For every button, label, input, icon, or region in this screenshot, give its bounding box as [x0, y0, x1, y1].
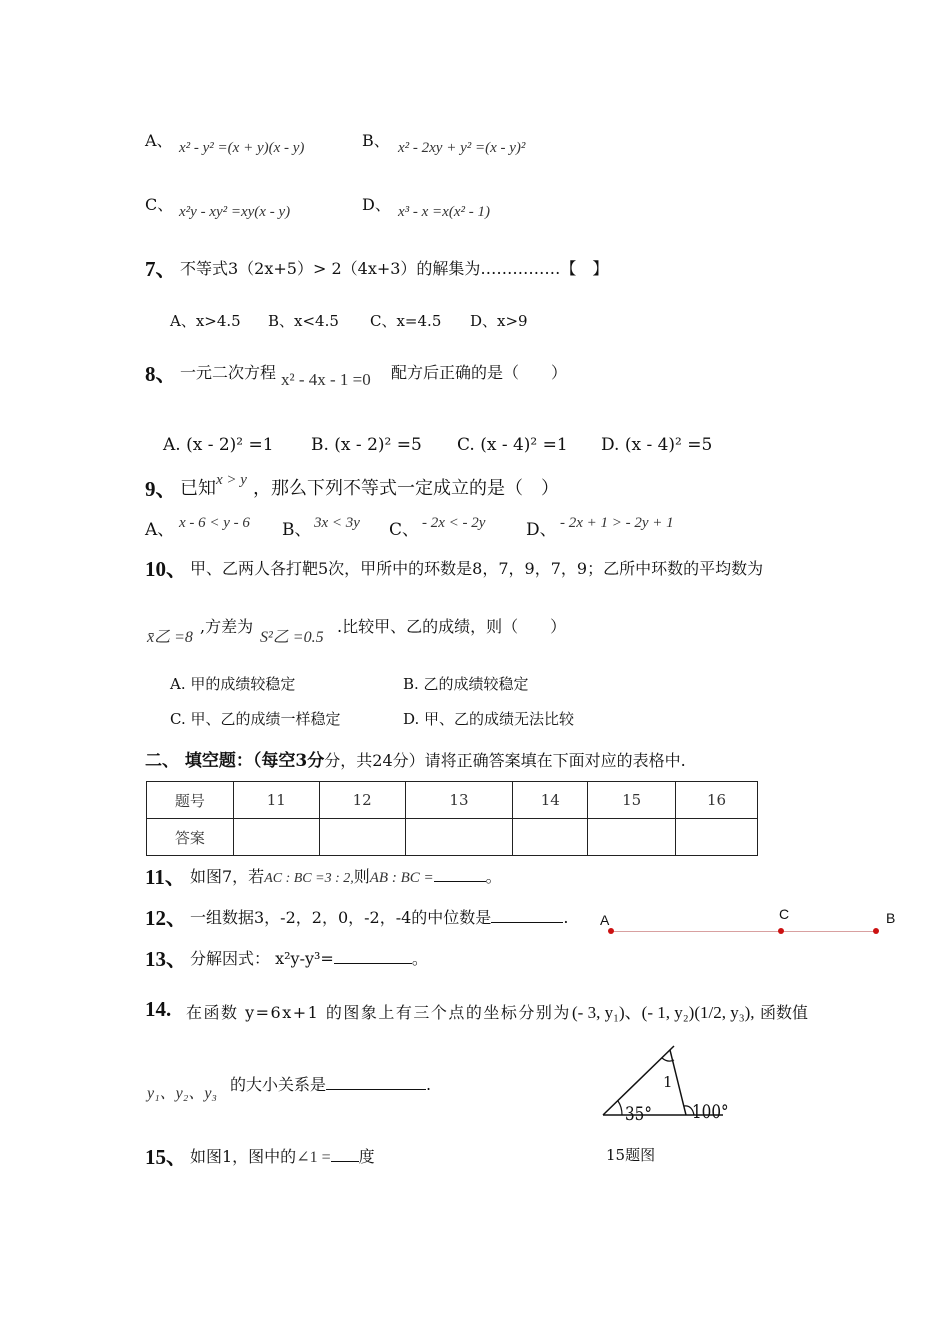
q11-text-pre: 如图7，若: [190, 867, 265, 886]
q11-text: [190, 864, 502, 887]
q7-option-d: D、x>9: [470, 312, 528, 330]
q15-angle-expression: ∠1 =: [296, 1149, 331, 1166]
q9-option-b-label: B、: [282, 520, 312, 540]
q12-text: 一组数据3，-2，2，0，-2，-4的中位数是: [190, 908, 492, 927]
answer-table-header-row: [147, 782, 758, 819]
q10-option-a: A. 甲的成绩较稳定: [170, 675, 296, 693]
q14-text-post: 函数值: [760, 1003, 809, 1022]
q10-variance-pre: ,方差为: [200, 617, 254, 636]
q6-option-b-label: B、: [362, 131, 390, 150]
q11-text-post: 。: [485, 867, 502, 886]
answer-cell-16[interactable]: [676, 819, 758, 856]
q7-option-a: A、x>4.5: [170, 312, 241, 330]
q6-option-a-expression: x² - y² =(x + y)(x - y): [179, 140, 305, 156]
answer-table-answer-row: [147, 819, 758, 856]
angle-35-arc: [618, 1101, 622, 1115]
answer-cell-15[interactable]: [588, 819, 676, 856]
q8-text-post: 配方后正确的是（ ）: [391, 363, 568, 382]
q9-option-c-label: C、: [389, 520, 420, 540]
q12-text-post: .: [563, 908, 569, 927]
q7-option-c: C、x=4.5: [370, 312, 442, 330]
point-a-label: A: [600, 912, 610, 928]
q6-option-d-expression: x³ - x =x(x² - 1): [398, 204, 490, 220]
q14-answer-blank[interactable]: [326, 1075, 426, 1090]
q7-option-b: B、x<4.5: [268, 312, 339, 330]
q10-number: 10、: [145, 557, 187, 581]
section-2-heading: [145, 746, 686, 771]
q15-text-pre: 如图1，图中的: [190, 1147, 297, 1166]
q14-line2: [230, 1072, 431, 1095]
q14-points: (- 3, y₁)、(- 1, y₂)(1/2, y₃),: [572, 1003, 755, 1022]
question-number-cell: 12: [319, 782, 405, 819]
question-number-cell: 15: [588, 782, 676, 819]
q10-option-c: C. 甲、乙的成绩一样稳定: [170, 710, 341, 728]
q10-text-post: .比较甲、乙的成绩，则（ ）: [337, 617, 567, 636]
section-2-note: 分，共24分）请将正确答案填在下面对应的表格中.: [324, 751, 686, 770]
point-a: [608, 928, 614, 934]
question-number-cell: 14: [513, 782, 588, 819]
q9-option-a-label: A、: [145, 520, 175, 540]
q11-text-mid: 则: [353, 867, 370, 886]
q10-option-b: B. 乙的成绩较稳定: [403, 675, 529, 693]
q14-text2-post: .: [426, 1075, 432, 1094]
q7-number: 7、: [145, 257, 177, 281]
q15-number: 15、: [145, 1145, 187, 1169]
point-c: [778, 928, 784, 934]
q11-question-ratio: AB : BC =: [369, 870, 434, 886]
answer-label: 答案: [147, 819, 234, 856]
q15-text-line: [190, 1144, 375, 1167]
q15-text-post: 度: [358, 1147, 375, 1166]
question-number-cell: 16: [676, 782, 758, 819]
point-c-label: C: [779, 906, 790, 922]
q8-option-c: C. (x - 4)² =1: [457, 435, 568, 455]
q9-option-a-expression: x - 6 < y - 6: [179, 515, 250, 531]
q11-ratio: AC : BC =3 : 2,: [264, 871, 354, 886]
answer-table: [146, 781, 758, 856]
answer-cell-11[interactable]: [233, 819, 319, 856]
answer-cell-13[interactable]: [405, 819, 513, 856]
q6-option-d-label: D、: [362, 195, 391, 214]
q9-option-d-expression: - 2x + 1 > - 2y + 1: [560, 515, 674, 531]
point-b-label: B: [886, 910, 896, 926]
point-b: [873, 928, 879, 934]
q6-option-c-label: C、: [145, 195, 174, 214]
q9-option-b-expression: 3x < 3y: [314, 515, 360, 531]
angle-35-label: 35°: [625, 1103, 652, 1125]
answer-cell-14[interactable]: [513, 819, 588, 856]
q14-number: 14.: [145, 997, 172, 1021]
triangle-caption: 15题图: [606, 1146, 656, 1164]
q9-text-pre: 已知: [180, 478, 216, 499]
q9-number: 9、: [145, 477, 177, 501]
q9-condition: x > y: [216, 472, 247, 488]
segment-ab: [611, 931, 877, 932]
q10-variance-expression: S²乙 =0.5: [260, 629, 324, 646]
q13-text-post: 。: [411, 949, 428, 968]
q14-text2: 的大小关系是: [230, 1075, 327, 1094]
section-2-title: 二、 填空题：: [145, 751, 253, 771]
q8-equation: x² - 4x - 1 =0: [281, 370, 371, 389]
angle-100-label: 100°: [692, 1101, 729, 1123]
q9-text-post: ，那么下列不等式一定成立的是（ ）: [253, 478, 559, 499]
q12-number: 12、: [145, 906, 187, 930]
q12-text-line: [190, 905, 568, 928]
q11-answer-blank[interactable]: [434, 867, 486, 882]
q9-option-c-expression: - 2x < - 2y: [422, 515, 486, 531]
q11-number: 11、: [145, 865, 186, 889]
q8-text-pre: 一元二次方程: [180, 363, 277, 382]
q15-answer-blank[interactable]: [331, 1147, 359, 1162]
section-2-note-bold: （每空3分: [252, 751, 325, 771]
q13-number: 13、: [145, 947, 187, 971]
q10-text: 甲、乙两人各打靶5次，甲所中的环数是8，7，9，7，9；乙所中环数的平均数为: [190, 559, 764, 578]
q8-number: 8、: [145, 362, 177, 386]
q8-option-b: B. (x - 2)² =5: [311, 435, 422, 455]
q6-option-b-expression: x² - 2xy + y² =(x - y)²: [398, 140, 526, 156]
question-number-label: 题号: [147, 782, 234, 819]
q14-text: 在函数 y=6x+1 的图象上有三个点的坐标分别为: [186, 1003, 571, 1022]
q13-text: 分解因式： x²y-y³=: [190, 949, 334, 968]
angle-1-label: 1: [663, 1073, 673, 1091]
q14-variables: y₁、y₂、y₃: [147, 1085, 217, 1102]
q10-mean-expression: x̄乙 =8: [147, 629, 193, 646]
answer-cell-12[interactable]: [319, 819, 405, 856]
question-number-cell: 13: [405, 782, 513, 819]
q6-option-a-label: A、: [145, 131, 173, 150]
q13-text-line: [190, 946, 428, 969]
q12-answer-blank[interactable]: [491, 908, 563, 923]
q7-text: 不等式3（2x+5）> 2（4x+3）的解集为……………【 】: [180, 259, 609, 278]
question-number-cell: 11: [233, 782, 319, 819]
q9-option-d-label: D、: [526, 520, 557, 540]
q8-option-d: D. (x - 4)² =5: [601, 435, 713, 455]
q8-option-a: A. (x - 2)² =1: [163, 435, 274, 455]
q10-option-d: D. 甲、乙的成绩无法比较: [403, 710, 575, 728]
q6-option-c-expression: x²y - xy² =xy(x - y): [179, 204, 291, 220]
q13-answer-blank[interactable]: [334, 949, 412, 964]
